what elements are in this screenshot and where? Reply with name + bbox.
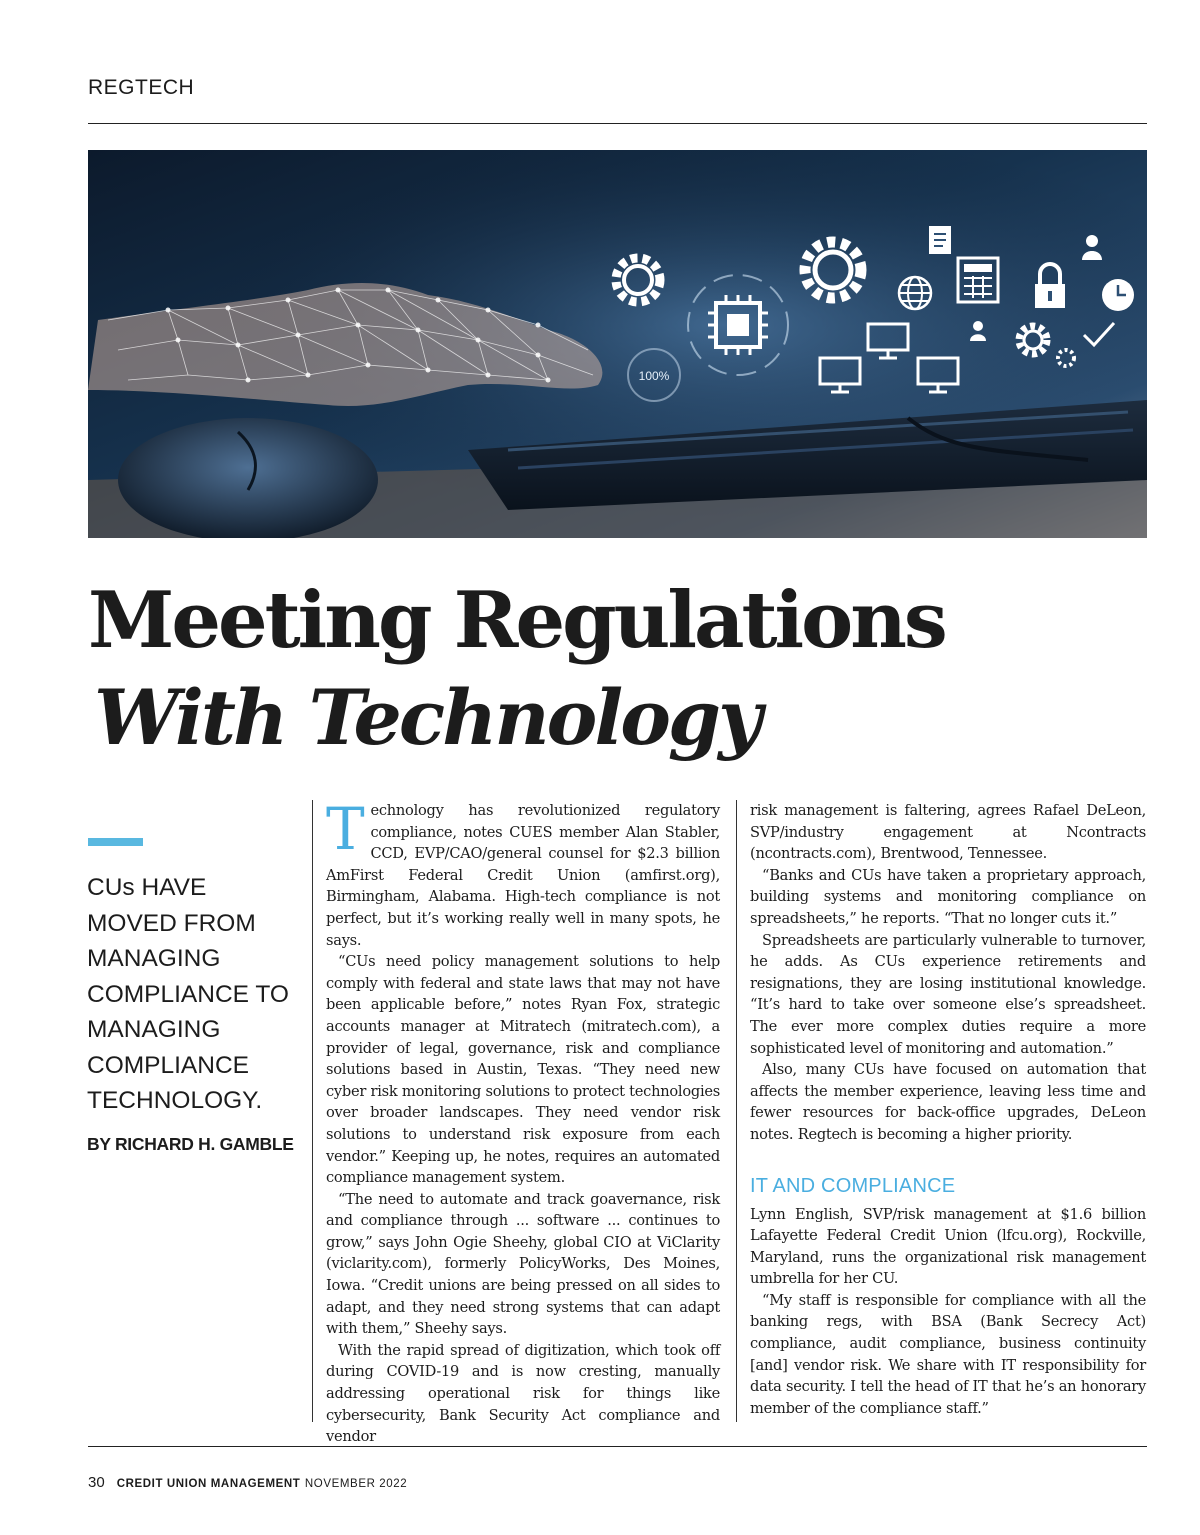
accent-bar xyxy=(88,838,143,846)
subhead: IT AND COMPLIANCE xyxy=(750,1174,956,1197)
paragraph: Spreadsheets are particularly vulnerable to turnover, he adds. As CUs experience retirements and resignations, they are losing institutional knowledge. “It’s hard to take over someone else’s spreadsheet. The ever more complex duties require a more sophisticated level of monitoring and automation.” xyxy=(750,931,1146,1057)
paragraph: Technology has revolutionized regulatory compliance, notes CUES member Alan Stabler, CCD, EVP/CAO/general counsel for $2.3 billion AmFirst Federal Credit Union (amfirst.org), Birmingham, Alabama. High-tech compliance is not perfect, but it’s working really well in many spots, he says. xyxy=(326,795,720,949)
footer xyxy=(88,1474,407,1492)
column-divider xyxy=(736,800,737,1422)
paragraph: “CUs need policy management solutions to help comply with federal and state laws that may not have been applicable before,” notes Ryan Fox, strategic accounts manager at Mitratech (mitratech.com), a provider of legal, governance, risk and compliance solutions based in Austin, Texas. “They need new cyber risk monitoring solutions to protect technologies over broader landscapes. They need vendor risk solutions to understand risk exposure from each vendor.” Keeping up, he notes, requires an automated compliance management system. xyxy=(326,953,720,1187)
document-icon xyxy=(929,226,951,254)
paragraph: Also, many CUs have focused on automation that affects the member experience, leaving less time and fewer resources for back-office upgrades, DeLeon notes. Regtech is becoming a higher priority. xyxy=(750,1061,1146,1143)
magazine-name: CREDIT UNION MANAGEMENT xyxy=(116,1478,301,1490)
article-column-2 xyxy=(750,800,1146,1430)
drop-cap: T xyxy=(326,795,365,863)
article-column-1 xyxy=(326,795,720,1446)
issue-date: NOVEMBER 2022 xyxy=(304,1478,408,1490)
footer-rule xyxy=(88,1446,1147,1447)
paragraph: risk management is faltering, agrees Rafael DeLeon, SVP/industry engagement at Ncontracts (ncontracts.com), Brentwood, Tennessee. xyxy=(750,802,1146,863)
clock-icon xyxy=(1102,279,1134,311)
column-divider xyxy=(312,800,313,1422)
header-rule xyxy=(88,123,1147,124)
article-title: Meeting Regulations xyxy=(88,575,945,666)
paragraph: “The need to automate and track goavernance, risk and compliance through ... software ... continues to grow,” says John Ogie Sheehy, global CIO at ViClarity (viclarity.com), formerly PolicyWorks, Des Moines, Iowa. “Credit unions are being pressed on all sides to adapt, and they need strong systems that can adapt with them,” Sheehy says. xyxy=(326,1190,720,1338)
paragraph: “My staff is responsible for compliance with all the banking regs, with BSA (Bank Secrecy Act) compliance, audit compliance, business continuity [and] vendor risk. We share with IT responsibility for data security. I tell the head of IT that he’s an honorary member of the compliance staff.” xyxy=(750,1291,1146,1417)
article-title-italic: With Technology xyxy=(94,673,760,762)
paragraph: Lynn English, SVP/risk management at $1.6 billion Lafayette Federal Credit Union (lfcu.org), Rockville, Maryland, runs the organizational risk management umbrella for her CU. xyxy=(750,1205,1146,1288)
article-deck: CUs HAVE MOVED FROM MANAGING COMPLIANCE TO MANAGING COMPLIANCE TECHNOLOGY. xyxy=(87,874,289,1114)
hero-image xyxy=(88,150,1147,538)
page-number: 30 xyxy=(88,1474,105,1491)
byline: BY RICHARD H. GAMBLE xyxy=(87,1134,294,1154)
paragraph: With the rapid spread of digitization, which took off during COVID-19 and is now cresting, manually addressing operational risk for things like cybersecurity, Bank Security Act compliance and vendor xyxy=(326,1341,720,1446)
percent-label: 100% xyxy=(638,369,670,383)
paragraph: “Banks and CUs have taken a proprietary approach, building systems and monitoring compliance on spreadsheets,” he reports. “That no longer cuts it.” xyxy=(750,866,1146,927)
section-label: REGTECH xyxy=(88,76,195,99)
